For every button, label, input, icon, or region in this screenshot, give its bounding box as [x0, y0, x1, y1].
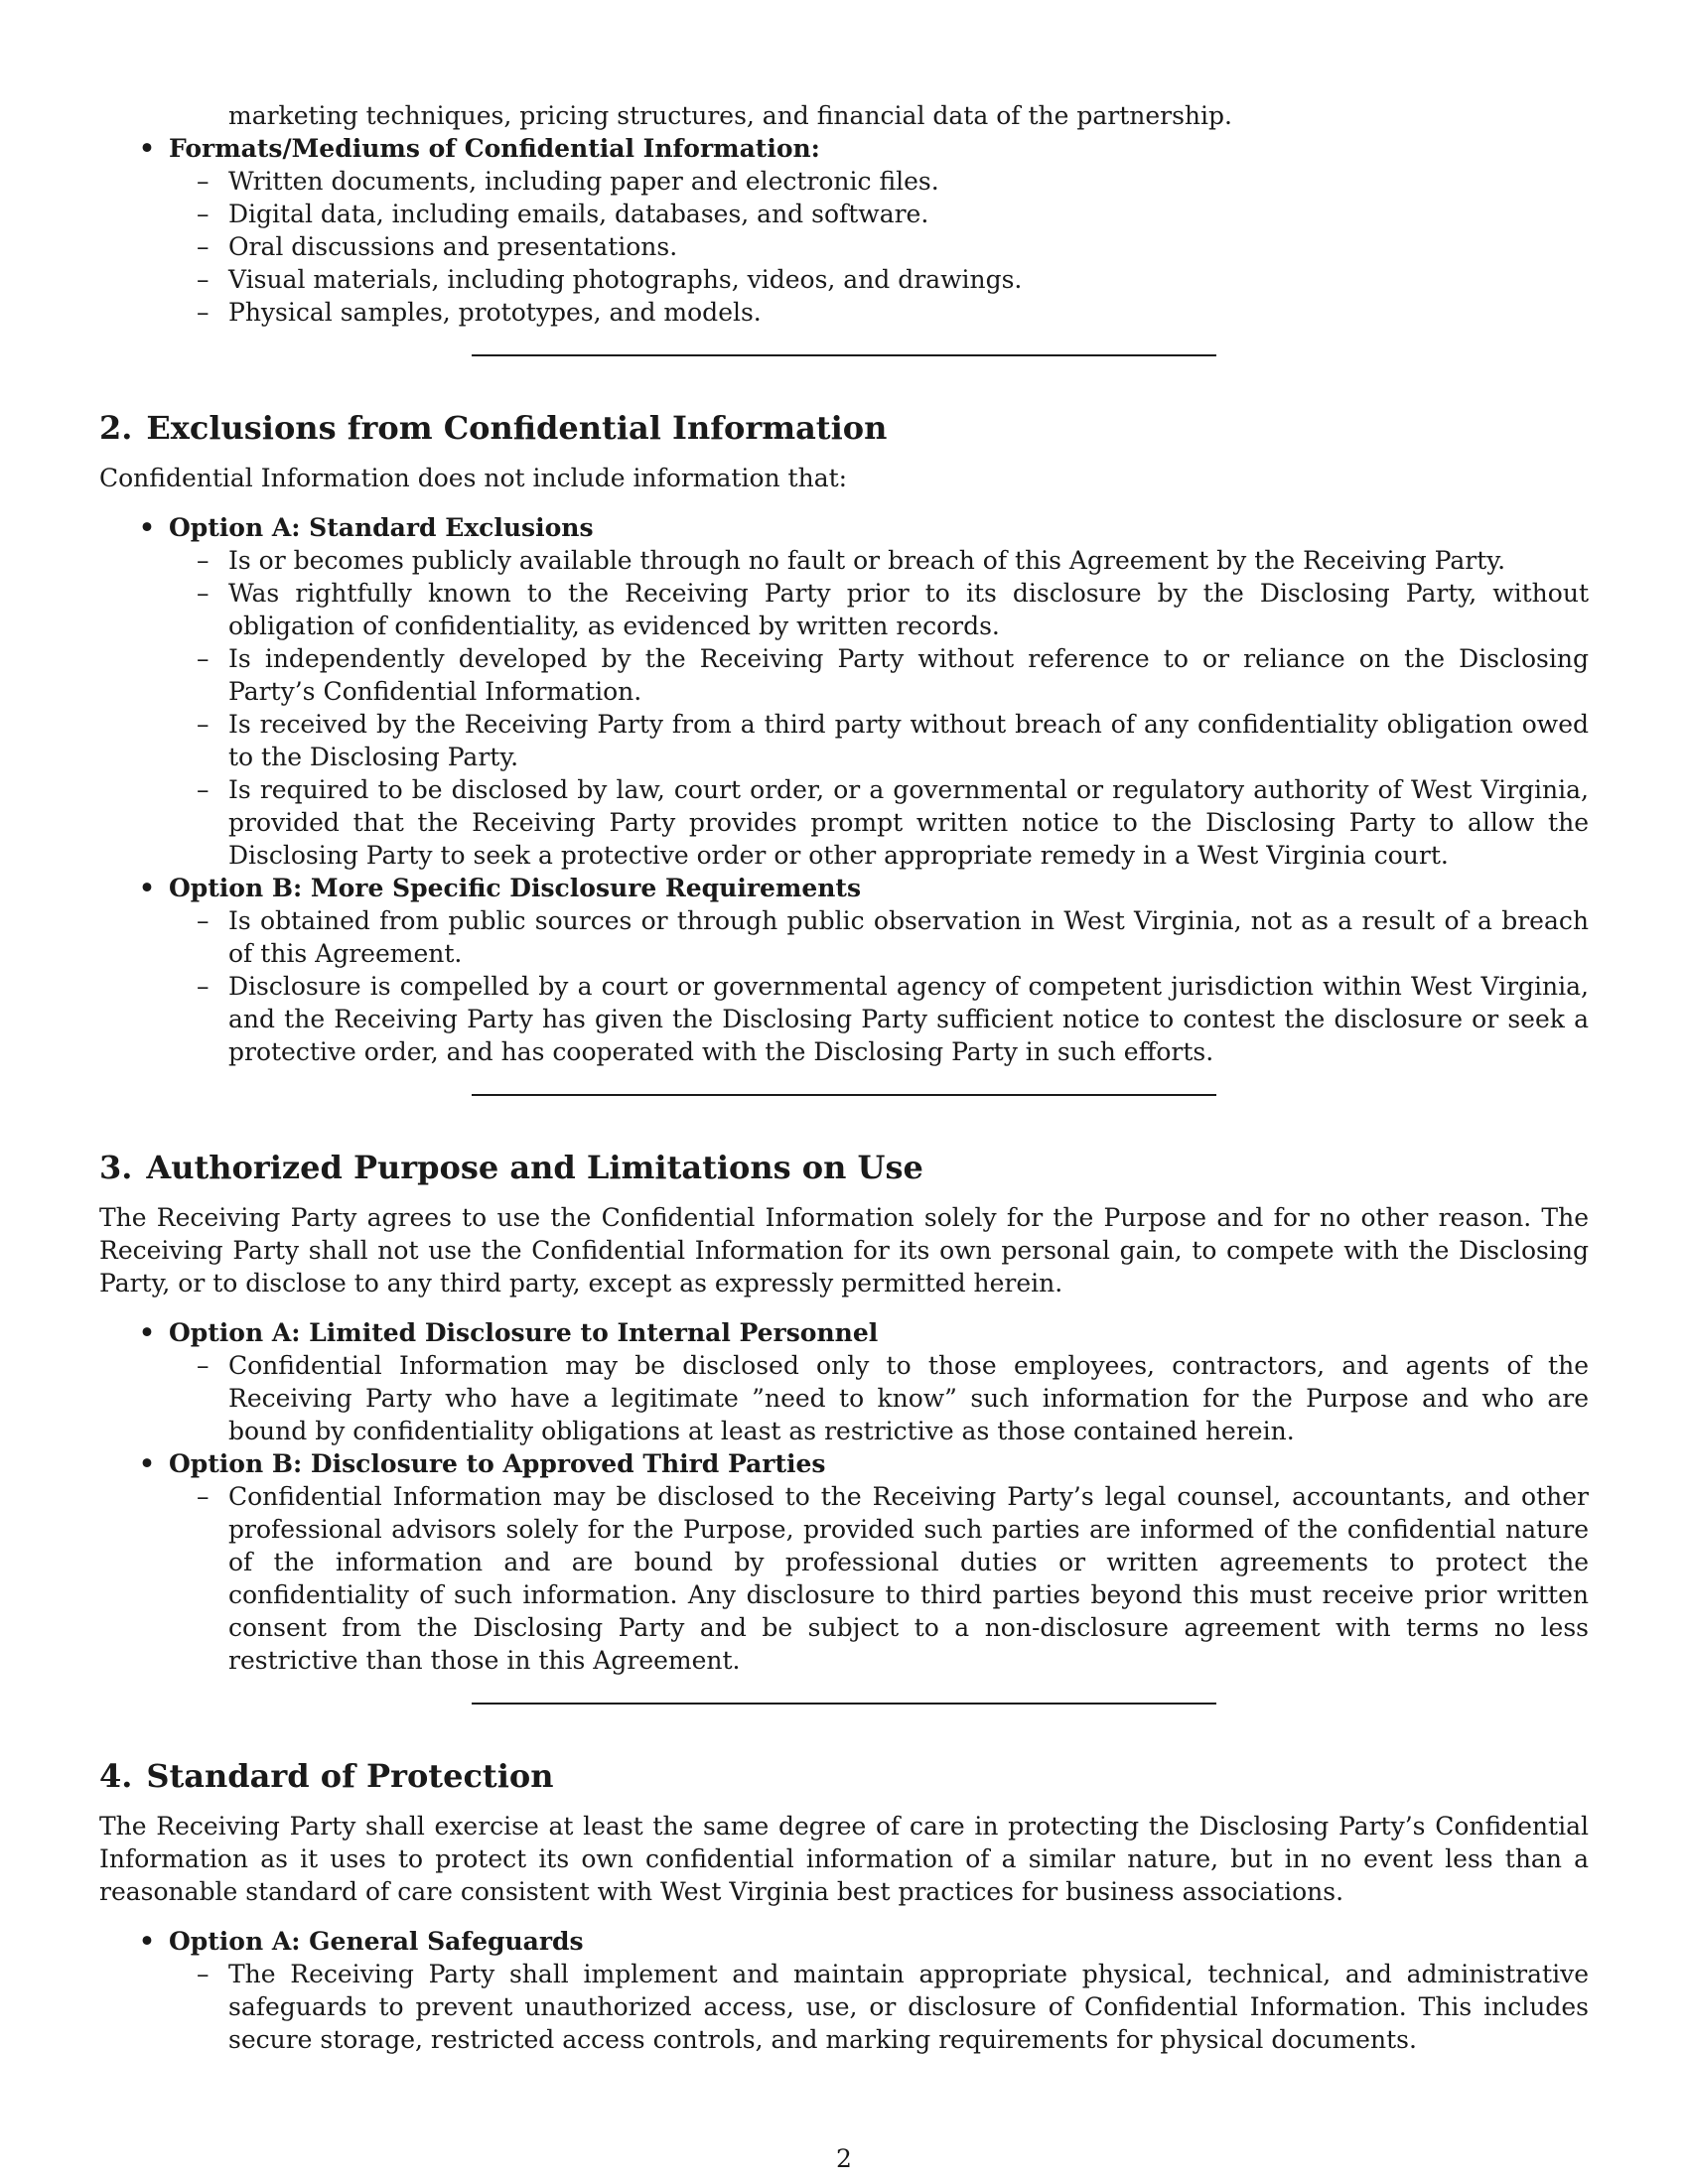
list-item [169, 544, 1589, 577]
dash-icon: – [197, 1351, 210, 1380]
option-title: Option B: Disclosure to Approved Third Parties [169, 1449, 826, 1478]
bullet-icon: • [139, 134, 155, 163]
bullet-icon: • [139, 513, 155, 542]
dash-icon: – [197, 298, 210, 327]
list-item [169, 296, 1589, 329]
option-title: Option B: More Specific Disclosure Requirements [169, 874, 862, 902]
list-item [99, 1925, 1589, 2056]
dash-icon: – [197, 644, 210, 673]
section-intro: The Receiving Party shall exercise at least the same degree of care in protecting the Disclosing Party’s Confidential Information as it uses to protect its own confidential information of a similar nature, but in no event less than a reasonable standard of care consistent with West Virginia best practices for business associations. [99, 1812, 1589, 1906]
list-item [169, 970, 1589, 1068]
list-item [99, 511, 1589, 872]
dash-icon: – [197, 265, 210, 294]
section-intro: The Receiving Party agrees to use the Confidential Information solely for the Purpose and for no other reason. The Receiving Party shall not use the Confidential Information for its own personal gain, to compete with the Disclosing Party, or to disclose to any third party, except as expressly permitted herein. [99, 1203, 1589, 1297]
section-number: 4. [99, 1757, 133, 1795]
section-title: Exclusions from Confidential Information [146, 409, 888, 447]
list-item [169, 1480, 1589, 1677]
list-item [169, 1958, 1589, 2056]
list-item-text: Oral discussions and presentations. [228, 232, 678, 261]
bullet-icon: • [139, 1449, 155, 1478]
list-item [169, 577, 1589, 642]
section-divider [472, 354, 1216, 356]
list-item-text: Digital data, including emails, databases, and software. [228, 200, 929, 228]
list-item [169, 263, 1589, 296]
list-item-text: Visual materials, including photographs, videos, and drawings. [228, 265, 1023, 294]
list-item-text: Is required to be disclosed by law, court order, or a governmental or regulatory authority of West Virginia, provided that the Receiving Party provides prompt written notice to the Disclosing Party to allow the Disclosing Party to seek a protective order or other appropriate remedy in a West Virginia court. [228, 775, 1589, 870]
dash-icon: – [197, 167, 210, 196]
section-heading-authorized-purpose [99, 1148, 1589, 1187]
dash-icon: – [197, 710, 210, 739]
dash-icon: – [197, 200, 210, 228]
list-item-text: The Receiving Party shall implement and maintain appropriate physical, technical, and administrative safeguards to prevent unauthorized access, use, or disclosure of Confidential Information. This includes secure storage, restricted access controls, and marking requirements for physical documents. [228, 1960, 1589, 2054]
bullet-icon: • [139, 874, 155, 902]
list-item-text: Is received by the Receiving Party from a third party without breach of any confidentiality obligation owed to the Disclosing Party. [228, 710, 1589, 771]
section-heading-exclusions [99, 408, 1589, 448]
list-item [169, 708, 1589, 773]
dash-icon: – [197, 906, 210, 935]
option-sublist [169, 544, 1589, 872]
bullet-icon: • [139, 1318, 155, 1347]
dash-icon: – [197, 1960, 210, 1988]
list-item [169, 198, 1589, 230]
formats-title: Formats/Mediums of Confidential Information: [169, 134, 820, 163]
section-title: Standard of Protection [146, 1757, 554, 1795]
option-sublist [169, 1349, 1589, 1447]
option-title: Option A: General Safeguards [169, 1927, 584, 1956]
list-item-text: Physical samples, prototypes, and models. [228, 298, 762, 327]
list-item [169, 773, 1589, 872]
formats-sublist [169, 165, 1589, 329]
list-item-text: Confidential Information may be disclosed to the Receiving Party’s legal counsel, accountants, and other professional advisors solely for the Purpose, provided such parties are informed of the confidential nature of the information and are bound by professional duties or written agreements to protect the confidentiality of such information. Any disclosure to third parties beyond this must receive prior written consent from the Disclosing Party and be subject to a non-disclosure agreement with terms no less restrictive than those in this Agreement. [228, 1482, 1589, 1675]
list-item-text: Written documents, including paper and electronic files. [228, 167, 939, 196]
list-item [169, 1349, 1589, 1447]
formats-list [99, 132, 1589, 329]
section-number: 3. [99, 1149, 133, 1186]
dash-icon: – [197, 546, 210, 575]
section-divider [472, 1094, 1216, 1096]
section-intro: Confidential Information does not include information that: [99, 464, 848, 492]
section-number: 2. [99, 409, 133, 447]
document-page [99, 99, 1589, 2056]
list-item-text: Is obtained from public sources or through public observation in West Virginia, not as a result of a breach of this Agreement. [228, 906, 1589, 968]
exclusions-options [99, 511, 1589, 1068]
section-divider [472, 1703, 1216, 1705]
list-item [99, 1316, 1589, 1447]
dash-icon: – [197, 775, 210, 804]
dash-icon: – [197, 1482, 210, 1511]
list-item [169, 165, 1589, 198]
option-sublist [169, 1958, 1589, 2056]
option-sublist [169, 1480, 1589, 1677]
list-item [99, 1447, 1589, 1677]
section-title: Authorized Purpose and Limitations on Use [146, 1149, 923, 1186]
list-item [99, 132, 1589, 329]
list-item-text: Was rightfully known to the Receiving Party prior to its disclosure by the Disclosing Party, without obligation of confidentiality, as evidenced by written records. [228, 579, 1589, 640]
list-item [169, 230, 1589, 263]
dash-icon: – [197, 579, 210, 608]
list-item [169, 642, 1589, 708]
protection-options [99, 1925, 1589, 2056]
continuation-text: marketing techniques, pricing structures, and financial data of the partnership. [228, 101, 1232, 130]
section-heading-standard-of-protection [99, 1756, 1589, 1796]
option-sublist [169, 904, 1589, 1068]
dash-icon: – [197, 972, 210, 1001]
bullet-icon: • [139, 1927, 155, 1956]
dash-icon: – [197, 232, 210, 261]
list-item [169, 904, 1589, 970]
option-title: Option A: Standard Exclusions [169, 513, 594, 542]
purpose-options [99, 1316, 1589, 1677]
list-item [99, 872, 1589, 1068]
page-number: 2 [836, 2144, 852, 2173]
option-title: Option A: Limited Disclosure to Internal Personnel [169, 1318, 879, 1347]
list-item-text: Disclosure is compelled by a court or governmental agency of competent jurisdiction within West Virginia, and the Receiving Party has given the Disclosing Party sufficient notice to contest the disclosure or seek a protective order, and has cooperated with the Disclosing Party in such efforts. [228, 972, 1589, 1066]
list-item-text: Is or becomes publicly available through no fault or breach of this Agreement by the Receiving Party. [228, 546, 1506, 575]
list-item-text: Confidential Information may be disclosed only to those employees, contractors, and agents of the Receiving Party who have a legitimate ”need to know” such information for the Purpose and who are bound by confidentiality obligations at least as restrictive as those contained herein. [228, 1351, 1589, 1445]
list-item-text: Is independently developed by the Receiving Party without reference to or reliance on the Disclosing Party’s Confidential Information. [228, 644, 1589, 706]
